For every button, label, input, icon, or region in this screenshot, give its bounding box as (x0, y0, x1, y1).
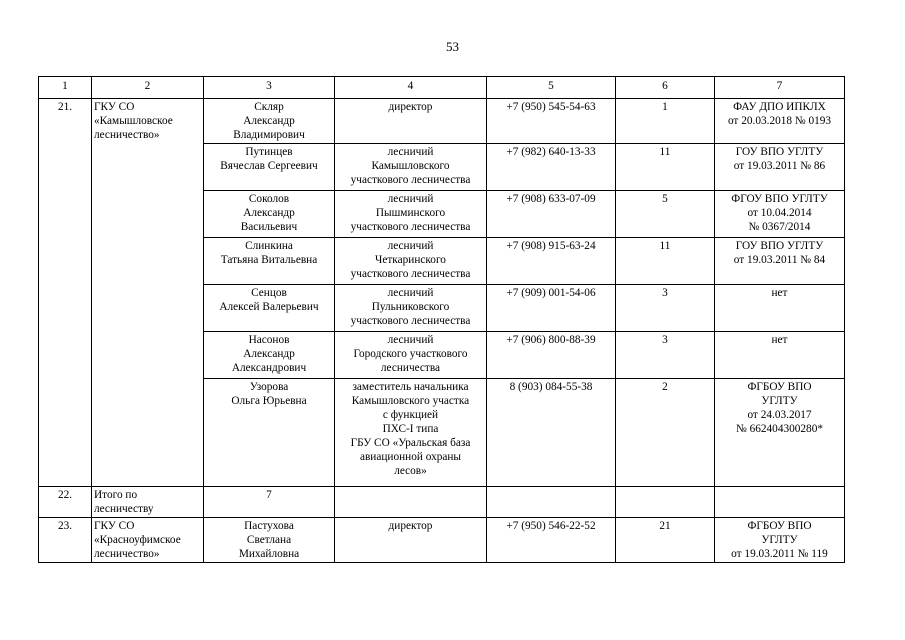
employee-position-line: Четкаринского (375, 254, 446, 266)
employee-education-line: от 19.03.2011 № 119 (731, 548, 828, 560)
employee-name (204, 285, 335, 332)
employee-position-line: лесничий (387, 193, 434, 205)
employee-education-line: ФГБОУ ВПО (747, 520, 812, 532)
employee-position (335, 99, 487, 144)
employee-phone: +7 (950) 546-22-52 (487, 518, 616, 563)
total-label-line: Итого по (94, 489, 138, 501)
column-header: 1 (39, 77, 92, 99)
table-row (39, 99, 845, 144)
employee-education (715, 144, 845, 191)
employee-education (715, 191, 845, 238)
employee-position-line: Городского участкового (353, 348, 468, 360)
employee-count: 2 (616, 379, 715, 487)
employee-education (715, 285, 845, 332)
employee-position (335, 238, 487, 285)
employee-education-line: ФГБОУ ВПО (747, 381, 812, 393)
employee-position-line: лесничества (380, 362, 441, 374)
organization-name-line: «Красноуфимское (94, 534, 181, 546)
row-number: 22. (39, 487, 92, 518)
row-number: 21. (39, 99, 92, 487)
employee-phone: +7 (906) 800-88-39 (487, 332, 616, 379)
employee-position-line: лесничий (387, 240, 434, 252)
employee-position-line: лесничий (387, 334, 434, 346)
employee-education-line: ФАУ ДПО ИПКЛХ (733, 101, 826, 113)
employee-name-line: Скляр (254, 101, 284, 113)
empty-cell (616, 487, 715, 518)
employee-name (204, 332, 335, 379)
employee-name-line: Александр (243, 115, 295, 127)
total-value: 7 (204, 487, 335, 518)
employee-name-line: Путинцев (245, 146, 293, 158)
employee-position-line: лесничий (387, 146, 434, 158)
employee-position-line: Пышминского (375, 207, 446, 219)
employee-name (204, 191, 335, 238)
employee-position-line: лесничий (387, 287, 434, 299)
header-row (39, 77, 845, 99)
employee-name-line: Узорова (249, 381, 289, 393)
employee-position-line: заместитель начальника (352, 381, 469, 393)
empty-cell (335, 487, 487, 518)
row-number: 23. (39, 518, 92, 563)
employee-count: 3 (616, 332, 715, 379)
employee-position (335, 191, 487, 238)
employee-position-line: ГБУ СО «Уральская база (350, 437, 471, 449)
employee-education (715, 238, 845, 285)
employee-position-line: Камышловского участка (351, 395, 470, 407)
employee-name-line: Светлана (246, 534, 292, 546)
employee-name-line: Вячеслав Сергеевич (220, 160, 318, 172)
staff-table (38, 76, 845, 563)
employee-phone: +7 (908) 633-07-09 (487, 191, 616, 238)
column-header: 3 (204, 77, 335, 99)
employee-name-line: Пастухова (244, 520, 294, 532)
employee-position (335, 379, 487, 487)
employee-education-line: от 24.03.2017 (747, 409, 812, 421)
employee-education-line: от 19.03.2011 № 86 (733, 160, 826, 172)
employee-name-line: Михайловна (238, 548, 300, 560)
employee-education (715, 379, 845, 487)
employee-position-line: участкового лесничества (350, 174, 471, 186)
employee-position-line: авиационной охраны (359, 451, 462, 463)
employee-name-line: Насонов (248, 334, 290, 346)
organization-name (92, 99, 204, 487)
employee-count: 11 (616, 238, 715, 285)
organization-name-line: ГКУ СО (94, 101, 135, 113)
employee-education (715, 518, 845, 563)
employee-name-line: Васильевич (240, 221, 298, 233)
organization-name-line: лесничество» (94, 548, 160, 560)
organization-name-line: «Камышловское (94, 115, 173, 127)
employee-phone: +7 (908) 915-63-24 (487, 238, 616, 285)
organization-name-line: лесничество» (94, 129, 160, 141)
employee-position (335, 332, 487, 379)
employee-education (715, 99, 845, 144)
organization-name-line: ГКУ СО (94, 520, 135, 532)
employee-name-line: Александр (243, 348, 295, 360)
employee-position (335, 518, 487, 563)
column-header: 7 (715, 77, 845, 99)
employee-position (335, 285, 487, 332)
column-header: 2 (92, 77, 204, 99)
employee-phone: 8 (903) 084-55-38 (487, 379, 616, 487)
table-row (39, 518, 845, 563)
employee-position (335, 144, 487, 191)
employee-name-line: Сенцов (251, 287, 287, 299)
employee-position-line: Пульниковского (371, 301, 450, 313)
employee-count: 3 (616, 285, 715, 332)
employee-education-line: УГЛТУ (761, 534, 798, 546)
employee-position-line: участкового лесничества (350, 315, 471, 327)
total-label (92, 487, 204, 518)
employee-phone: +7 (982) 640-13-33 (487, 144, 616, 191)
employee-position-line: Камышловского (371, 160, 450, 172)
employee-education-line: от 10.04.2014 (747, 207, 812, 219)
empty-cell (715, 487, 845, 518)
column-header: 5 (487, 77, 616, 99)
employee-count: 21 (616, 518, 715, 563)
employee-count: 5 (616, 191, 715, 238)
total-row (39, 487, 845, 518)
column-header: 6 (616, 77, 715, 99)
employee-name-line: Владимирович (233, 129, 305, 141)
employee-position-line: участкового лесничества (350, 268, 471, 280)
employee-education-line: нет (771, 334, 788, 346)
employee-count: 11 (616, 144, 715, 191)
organization-name (92, 518, 204, 563)
employee-name (204, 518, 335, 563)
employee-name (204, 144, 335, 191)
employee-education-line: от 20.03.2018 № 0193 (727, 115, 832, 127)
employee-position-line: директор (388, 520, 433, 532)
employee-name-line: Александрович (231, 362, 307, 374)
employee-education (715, 332, 845, 379)
employee-name (204, 379, 335, 487)
employee-education-line: нет (771, 287, 788, 299)
column-header: 4 (335, 77, 487, 99)
employee-education-line: УГЛТУ (761, 395, 798, 407)
employee-phone: +7 (909) 001-54-06 (487, 285, 616, 332)
employee-position-line: с функцией (382, 409, 439, 421)
employee-position-line: лесов» (394, 465, 427, 477)
employee-name-line: Татьяна Витальевна (220, 254, 318, 266)
employee-phone: +7 (950) 545-54-63 (487, 99, 616, 144)
employee-name-line: Слинкина (245, 240, 293, 252)
employee-education-line: ГОУ ВПО УГЛТУ (735, 240, 824, 252)
employee-name (204, 238, 335, 285)
employee-education-line: № 662404300280* (735, 423, 824, 435)
employee-count: 1 (616, 99, 715, 144)
page-number: 53 (446, 39, 459, 54)
employee-name-line: Соколов (248, 193, 290, 205)
employee-name-line: Александр (243, 207, 295, 219)
employee-education-line: ГОУ ВПО УГЛТУ (735, 146, 824, 158)
employee-education-line: № 0367/2014 (748, 221, 811, 233)
empty-cell (487, 487, 616, 518)
employee-education-line: ФГОУ ВПО УГЛТУ (731, 193, 828, 205)
employee-position-line: директор (388, 101, 433, 113)
employee-name-line: Алексей Валерьевич (219, 301, 319, 313)
employee-education-line: от 19.03.2011 № 84 (733, 254, 826, 266)
employee-position-line: участкового лесничества (350, 221, 471, 233)
employee-name-line: Ольга Юрьевна (231, 395, 307, 407)
employee-position-line: ПХС-I типа (382, 423, 439, 435)
total-label-line: лесничеству (94, 503, 154, 515)
employee-name (204, 99, 335, 144)
